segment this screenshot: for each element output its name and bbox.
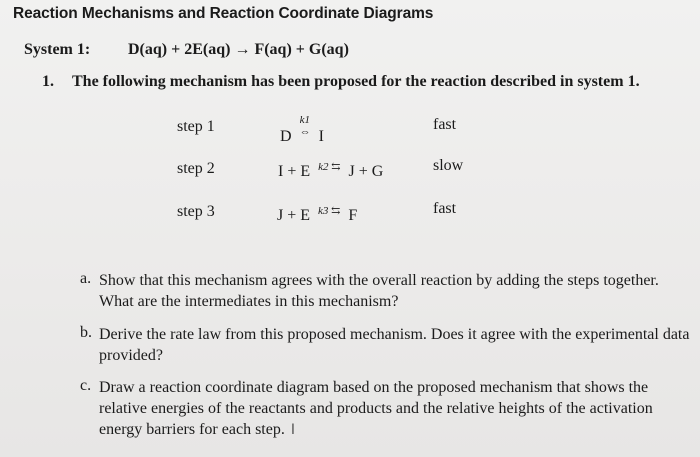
- item-b-letter: b.: [80, 324, 92, 341]
- step-2-reactants: I + E: [278, 163, 311, 180]
- item-c-text: Draw a reaction coordinate diagram based on the proposed mechanism that shows the relative energies of the reactants and products and the relative heights of the activation energy barriers for each step.: [99, 379, 653, 438]
- text-cursor-icon: I: [290, 422, 295, 438]
- equilibrium-arrow-icon: ⇆: [331, 205, 341, 217]
- step-3-rate-constant: k3: [318, 205, 329, 217]
- step-3-reactants: J + E: [277, 207, 311, 224]
- equilibrium-arrow-icon: ⇆: [331, 161, 341, 173]
- item-c-container: [99, 377, 699, 441]
- equilibrium-arrow-icon: ⇔: [299, 126, 311, 138]
- system-label: System 1:: [24, 41, 91, 58]
- step-3-products: F: [348, 207, 358, 224]
- step-1-label: step 1: [177, 118, 215, 135]
- question-number: 1.: [42, 73, 54, 90]
- step-2-rate-constant: k2: [318, 161, 329, 173]
- step-2-reaction: [278, 160, 383, 181]
- item-a-letter: a.: [80, 270, 92, 287]
- step-2-label: step 2: [177, 160, 215, 177]
- step-1-reaction: [280, 114, 324, 146]
- step-2-arrow: [318, 160, 340, 173]
- question-text: The following mechanism has been proposed for the reaction described in system 1.: [72, 73, 640, 90]
- item-a-text: Show that this mechanism agrees with the overall reaction by adding the steps together. What are the intermediates in this mechanism?: [99, 272, 659, 310]
- step-3-arrow: [318, 204, 340, 217]
- step-3-reaction: [277, 204, 357, 225]
- page-title: Reaction Mechanisms and Reaction Coordinate Diagrams: [13, 5, 434, 22]
- step-1-rate: fast: [433, 116, 457, 133]
- step-1-reactants: D: [280, 128, 292, 145]
- item-b-text: Derive the rate law from this proposed mechanism. Does it agree with the experimental data provided?: [99, 326, 690, 364]
- step-1-products: I: [318, 128, 324, 145]
- system-equation: D(aq) + 2E(aq) → F(aq) + G(aq): [128, 41, 349, 58]
- step-2-products: J + G: [348, 163, 384, 180]
- step-3-label: step 3: [177, 203, 215, 220]
- step-3-rate: fast: [433, 200, 457, 217]
- step-1-arrow: [300, 114, 311, 138]
- step-2-rate: slow: [433, 157, 464, 174]
- item-c-letter: c.: [80, 377, 92, 394]
- step-1-rate-constant: k1: [299, 114, 310, 126]
